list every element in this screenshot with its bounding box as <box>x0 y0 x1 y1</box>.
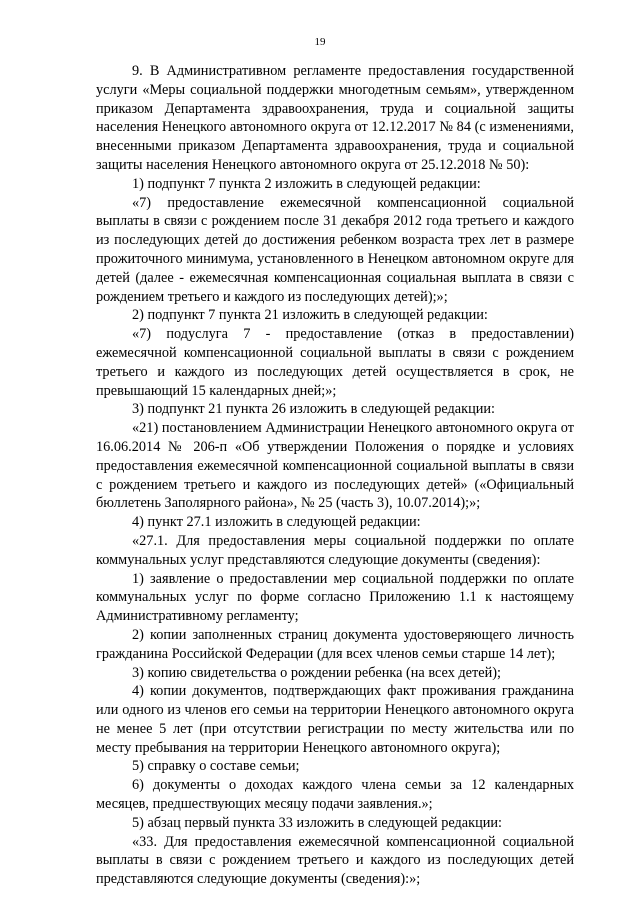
paragraph-quote-7-subservice: «7) подуслуга 7 - предоставление (отказ в предоставлении) ежемесячной компенсационной социальной выплаты в связи с рождением третьего и каждого из последующих детей осуществляется в срок, не превышающий 15 календарных дней;»; <box>96 326 574 399</box>
paragraph-subitem-3: 3) подпункт 21 пункта 26 изложить в следующей редакции: <box>132 401 496 418</box>
paragraph-item-9-intro: 9. В Административном регламенте предоставления государственной услуги «Меры социальной поддержки многодетным семьям», утвержденном приказом Департамента здравоохранения, труда и социальной защиты населения Ненецкого автономного округа от 12.12.2017 № 84 (с изменениями, внесенными приказом Департамента здравоохранения, труда и социальной защиты населения Ненецкого автономного округа от 25.12.2018 № 50): <box>96 63 574 173</box>
paragraph-doc-1-application: 1) заявление о предоставлении мер социальной поддержки по оплате коммунальных услуг по форме согласно Приложению 1.1 к настоящему Административному регламенту; <box>96 570 574 625</box>
page-number: 19 <box>314 36 326 48</box>
document-body <box>96 62 574 889</box>
paragraph-quote-7-payment: «7) предоставление ежемесячной компенсационной социальной выплаты в связи с рождением после 31 декабря 2012 года третьего и каждого из последующих детей до достижения ребенком возраста трех лет в размере прожиточного минимума, установленного в Ненецком автономном округе для детей (далее - ежемесячная компенсационная социальная выплата в связи с рождением третьего и каждого из последующих детей);»; <box>96 194 574 305</box>
paragraph-quote-33: «33. Для предоставления ежемесячной компенсационной социальной выплаты в связи с рождением третьего и каждого из последующих детей представляются следующие документы (сведения):»; <box>96 833 574 888</box>
paragraph-doc-3-birth-cert: 3) копию свидетельства о рождении ребенка (на всех детей); <box>132 664 502 681</box>
paragraph-subitem-5: 5) абзац первый пункта 33 изложить в следующей редакции: <box>132 814 503 831</box>
paragraph-doc-2-id-copies: 2) копии заполненных страниц документа удостоверяющего личность гражданина Российской Федерации (для всех членов семьи старше 14 лет); <box>96 626 574 662</box>
paragraph-quote-21-decree: «21) постановлением Администрации Ненецкого автономного округа от 16.06.2014 № 206-п «Об утверждении Положения о порядке и условиях предоставления ежемесячной компенсационной социальной выплаты в связи с рождением третьего и каждого из последующих детей» («Официальный бюллетень Заполярного района», № 25 (часть 3), 10.07.2014);»; <box>96 420 574 512</box>
paragraph-doc-5-family: 5) справку о составе семьи; <box>132 758 300 775</box>
paragraph-quote-27-1: «27.1. Для предоставления меры социальной поддержки по оплате коммунальных услуг представляются следующие документы (сведения): <box>96 532 574 568</box>
paragraph-doc-6-income: 6) документы о доходах каждого члена семьи за 12 календарных месяцев, предшествующих месяцу подачи заявления.»; <box>96 777 574 813</box>
paragraph-subitem-2: 2) подпункт 7 пункта 21 изложить в следующей редакции: <box>132 307 488 324</box>
paragraph-doc-4-residence: 4) копии документов, подтверждающих факт проживания гражданина или одного из членов его семьи на территории Ненецкого автономного округа не менее 5 лет (при отсутствии регистрации по месту жительства или по месту пребывания на территории Ненецкого автономного округа); <box>96 683 574 756</box>
paragraph-subitem-1: 1) подпункт 7 пункта 2 изложить в следующей редакции: <box>132 175 481 192</box>
paragraph-subitem-4: 4) пункт 27.1 изложить в следующей редакции: <box>132 514 421 531</box>
